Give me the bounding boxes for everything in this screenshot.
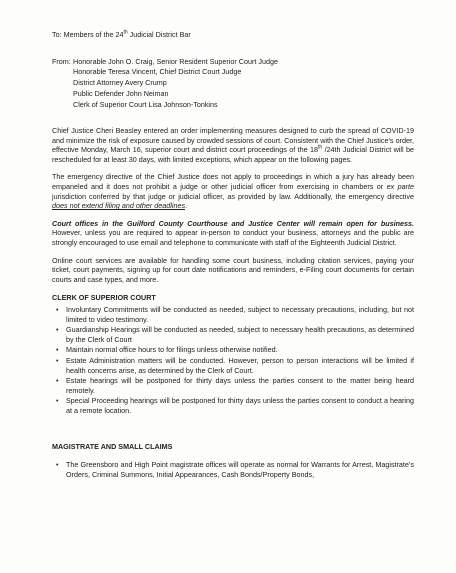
paragraph-text: Chief Justice Cheri Beasley entered an order implementing measures designed to curb the spread of COVID-19 and minimize the risk of exposure caused by crowded sessions of court. Consistent with the Chief Justice’s order, effective Monday, March 16, superior court and district court proceedings of the 18 <box>52 126 414 155</box>
memo-from-label: From: <box>52 56 71 66</box>
memo-body <box>52 30 414 480</box>
list-item-text: Estate Administration matters will be conducted. However, person to person interactions will be limited if health concerns arise, as determined by the Clerk of Court. <box>66 355 414 375</box>
list-item <box>52 305 414 324</box>
from-item: District Attorney Avery Crump <box>73 78 167 88</box>
bullet-icon: • <box>56 325 59 335</box>
paragraph-text: However, unless you are required to appear in-person to conduct your business, attorneys and the public are strongly encouraged to use email and telephone to communicate with staff of the Eighteenth Judicial District. <box>52 228 414 247</box>
ordinal-suffix: th <box>123 29 128 36</box>
section-heading-clerk: CLERK OF SUPERIOR COURT <box>52 293 156 303</box>
memo-to-text: To: Members of the 24 <box>52 30 124 39</box>
from-item: Clerk of Superior Court Lisa Johnson-Tonkins <box>73 100 218 110</box>
emphasized-text: does not extend filing and other deadlines <box>52 201 186 211</box>
bold-italic-text: Court offices in the Guilford County Courthouse and Justice Center will remain open for business. <box>52 218 414 228</box>
paragraph-emergency-directive <box>52 172 414 210</box>
paragraph-text: . <box>185 201 188 211</box>
from-item: Public Defender John Neiman <box>73 89 169 99</box>
bullet-icon: • <box>56 460 59 470</box>
paragraph-text: jurisdiction conferred by that judge or judicial officer, as provided by law. Additionally, the emergency directive <box>52 191 414 201</box>
memo-to-line <box>52 30 414 40</box>
clerk-bullet-list <box>52 305 414 416</box>
italic-term: ex parte <box>386 182 414 192</box>
from-item: Honorable John O. Craig, Senior Resident Superior Court Judge <box>73 56 278 66</box>
list-item-text: Maintain normal office hours to for filings unless otherwise notified. <box>66 345 278 355</box>
list-item <box>52 345 414 355</box>
paragraph-court-offices <box>52 219 414 248</box>
list-item-text: Estate hearings will be postponed for thirty days unless the parties consent to the matter being heard remotely. <box>66 376 414 395</box>
from-item: Honorable Teresa Vincent, Chief District Court Judge <box>73 67 242 77</box>
list-item-text: Involuntary Commitments will be conducted as needed, subject to necessary precautions, including, but not limited to video testimony. <box>66 304 414 324</box>
list-item <box>52 325 414 344</box>
list-item-text: Guardianship Hearings will be conducted as needed, subject to necessary health precautions, as determined by the Clerk of Court <box>66 325 414 344</box>
memo-from-list <box>73 57 278 111</box>
list-item <box>52 376 414 395</box>
magistrate-bullet-list <box>52 460 414 479</box>
list-item <box>52 396 414 415</box>
memo-to-text-end: Judicial District Bar <box>127 30 191 39</box>
bullet-icon: • <box>56 376 59 386</box>
section-heading-magistrate: MAGISTRATE AND SMALL CLAIMS <box>52 442 173 452</box>
list-item <box>52 460 414 479</box>
bullet-icon: • <box>56 304 59 314</box>
bullet-icon: • <box>56 345 59 355</box>
paragraph-text: /24th Judicial District will be rescheduled for at least 30 days, with limited exceptions, which appear on the following pages. <box>52 145 414 164</box>
memo-from-block <box>52 57 414 111</box>
paragraph-chief-justice-order <box>52 126 414 164</box>
paragraph-text: The emergency directive of the Chief Justice does not apply to proceedings in which a jury has already been empaneled and it does not prohibit a judge or other judicial officer from exercising in chambers or <box>52 172 414 192</box>
list-item <box>52 356 414 375</box>
bullet-icon: • <box>56 355 59 365</box>
list-item-text: Special Proceeding hearings will be postponed for thirty days unless the parties consent to conduct a hearing at a remote location. <box>66 396 414 415</box>
paragraph-online-services: Online court services are available for handling some court business, including citation services, paying your ticket, court payments, signing up for court date notifications and reminders, e-Filing court documents for certain courts and case types, and more. <box>52 255 414 284</box>
bullet-icon: • <box>56 396 59 406</box>
ordinal-suffix: th <box>318 144 323 151</box>
list-item-text: The Greensboro and High Point magistrate offices will operate as normal for Warrants for Arrest, Magistrate’s Orders, Criminal Summons, Initial Appearances, Cash Bonds/Property Bonds, <box>66 460 414 479</box>
